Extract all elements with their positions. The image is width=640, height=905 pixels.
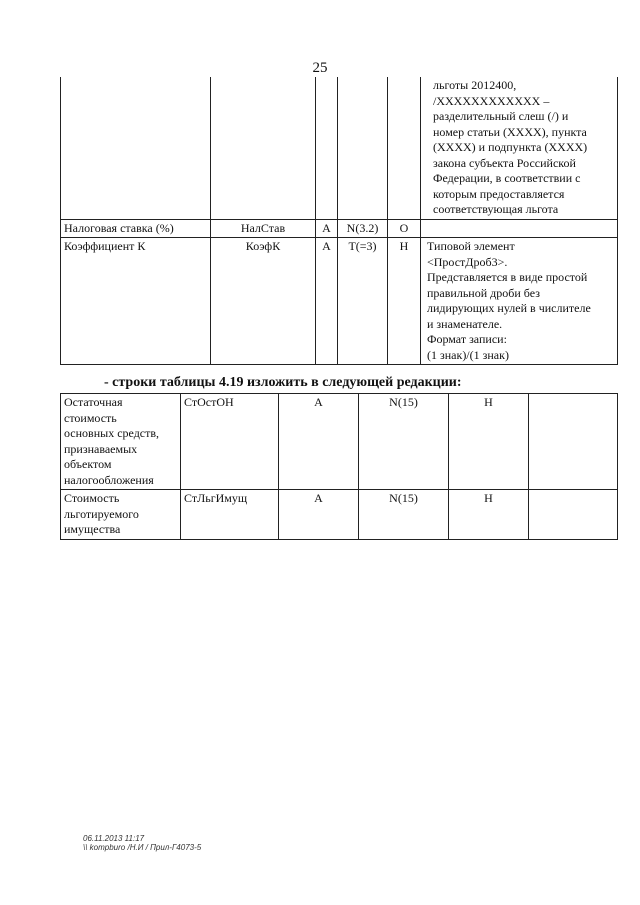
field-type: А: [279, 490, 359, 540]
top-table: [60, 77, 618, 365]
field-required: О: [388, 219, 421, 238]
desc-line: Представляется в виде простой: [427, 270, 588, 284]
desc-line: закона субъекта Российской: [433, 155, 576, 170]
desc-line: номер статьи (XXXX), пункта: [433, 124, 587, 139]
field-description: [421, 219, 618, 238]
desc-line: соответствующая льгота: [433, 202, 559, 216]
table-row: [61, 490, 618, 540]
field-type: А: [279, 394, 359, 490]
desc-line: Типовой элемент: [427, 239, 515, 253]
desc-line: Федерации, в соответствии с: [433, 171, 581, 185]
field-required: Н: [388, 238, 421, 365]
desc-line: и знаменателе.: [427, 316, 503, 331]
table-row: [61, 77, 618, 219]
name-line: налогообложения: [64, 472, 154, 487]
field-code: КоэфК: [211, 238, 316, 365]
field-code: СтОстОН: [181, 394, 279, 490]
name-line: основных средств,: [64, 426, 160, 440]
field-description: [529, 394, 618, 490]
field-name: Коэффициент К: [61, 238, 211, 365]
name-line: имущества: [64, 522, 121, 536]
field-code: НалСтав: [211, 219, 316, 238]
table-cell: [338, 77, 388, 219]
name-line: признаваемых: [64, 441, 138, 456]
field-name: Налоговая ставка (%): [61, 219, 211, 238]
field-type: А: [316, 219, 338, 238]
desc-line: Формат записи:: [427, 332, 507, 346]
desc-line: (1 знак)/(1 знак): [427, 347, 509, 362]
field-code: СтЛьгИмущ: [181, 490, 279, 540]
table-cell: [211, 77, 316, 219]
name-line: стоимость: [64, 410, 117, 425]
name-line: Стоимость: [64, 491, 120, 505]
desc-line: разделительный слеш (/) и: [433, 109, 569, 123]
name-line: льготируемого: [64, 506, 139, 521]
field-required: Н: [449, 490, 529, 540]
table-row: [61, 394, 618, 490]
field-description: [421, 238, 618, 365]
field-format: T(=3): [338, 238, 388, 365]
table-row: [61, 219, 618, 238]
desc-line: которым предоставляется: [433, 186, 565, 201]
field-type: А: [316, 238, 338, 365]
table-row: [61, 238, 618, 365]
desc-line: льготы 2012400,: [433, 78, 517, 92]
table-cell: [316, 77, 338, 219]
footer-path: \\ kompburo /Н.И / Прил-Г4073-5: [83, 843, 202, 852]
desc-line: (XXXX) и подпункта (XXXX): [433, 140, 588, 154]
instruction-paragraph: - строки таблицы 4.19 изложить в следующей редакции:: [104, 375, 462, 390]
table-cell: [388, 77, 421, 219]
footer-timestamp: 06.11.2013 11:17: [83, 834, 145, 843]
field-format: N(3.2): [338, 219, 388, 238]
field-format: N(15): [359, 490, 449, 540]
desc-line: /XXXXXXXXXXXX –: [433, 93, 550, 108]
field-name: [61, 394, 181, 490]
continuation-description: [421, 77, 618, 219]
bottom-table: [60, 393, 618, 540]
field-required: Н: [449, 394, 529, 490]
field-name: [61, 490, 181, 540]
table-cell: [61, 77, 211, 219]
page-number: 25: [312, 60, 328, 76]
desc-line: <ПростДроб3>.: [427, 254, 508, 269]
field-format: N(15): [359, 394, 449, 490]
name-line: Остаточная: [64, 395, 123, 409]
field-description: [529, 490, 618, 540]
name-line: объектом: [64, 457, 112, 471]
desc-line: правильной дроби без: [427, 285, 540, 300]
desc-line: лидирующих нулей в числителе: [427, 301, 591, 315]
